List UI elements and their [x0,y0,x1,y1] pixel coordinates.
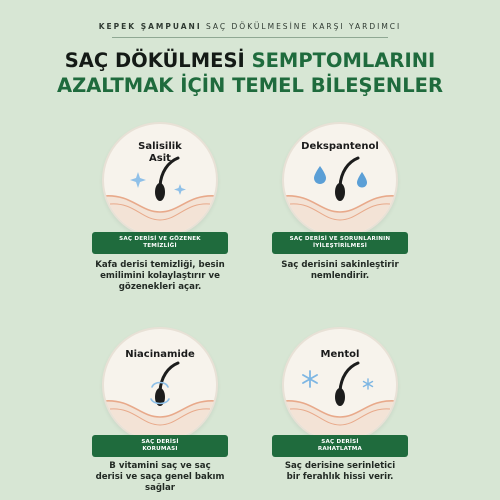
page-title-accent: SEMPTOMLARINI [251,49,436,72]
top-caption [0,22,500,31]
ingredient-card-menthol [250,327,430,499]
top-caption-bold: KEPEK ŞAMPUANI [98,22,202,31]
benefit-badge: SAÇ DERİSİ RAHATLATMA [272,435,408,457]
benefit-badge: SAÇ DERİSİ VE SORUNLARININ İYİLEŞTİRİLMESİ [272,232,408,254]
ingredient-card-salicylic [70,122,250,294]
ingredient-name: Salisilik Asit [138,141,182,164]
ingredient-circle [102,122,218,238]
ingredient-circle [282,327,398,443]
sparkle-icon [104,124,216,236]
benefit-description: Kafa derisi temizliği, besin emilimini kolaylaştırır ve gözenekleri açar. [95,260,225,292]
ingredient-card-dexpanthenol [250,122,430,294]
ingredient-card-niacinamide [70,327,250,499]
page-title-line2: AZALTMAK İÇİN TEMEL BİLEŞENLER [56,74,444,97]
top-caption-rest: SAÇ DÖKÜLMESİNE KARŞI YARDIMCI [206,22,402,31]
ingredient-circle [282,122,398,238]
ingredient-circle [102,327,218,443]
ingredient-name: Dekspantenol [301,141,379,152]
benefit-badge: SAÇ DERİSİ KORUMASI [92,435,228,457]
page-title [0,48,500,98]
benefit-badge: SAÇ DERİSİ VE GÖZENEK TEMİZLİĞİ [92,232,228,254]
water-drop-icon [284,124,396,236]
page-title-dark: SAÇ DÖKÜLMESİ [64,49,245,72]
benefit-description: Saç derisine serinletici bir ferahlık hissi verir. [284,461,396,482]
shield-icon [104,329,216,441]
page-title-line1 [0,48,500,73]
top-divider [112,37,388,38]
ingredient-name: Mentol [320,349,360,360]
benefit-description: Saç derisini sakinleştirir nemlendirir. [281,260,399,281]
snowflake-icon [284,329,396,441]
ingredient-name: Niacinamide [125,349,195,360]
benefit-description: B vitamini saç ve saç derisi ve saça genel bakım sağlar [95,461,225,493]
